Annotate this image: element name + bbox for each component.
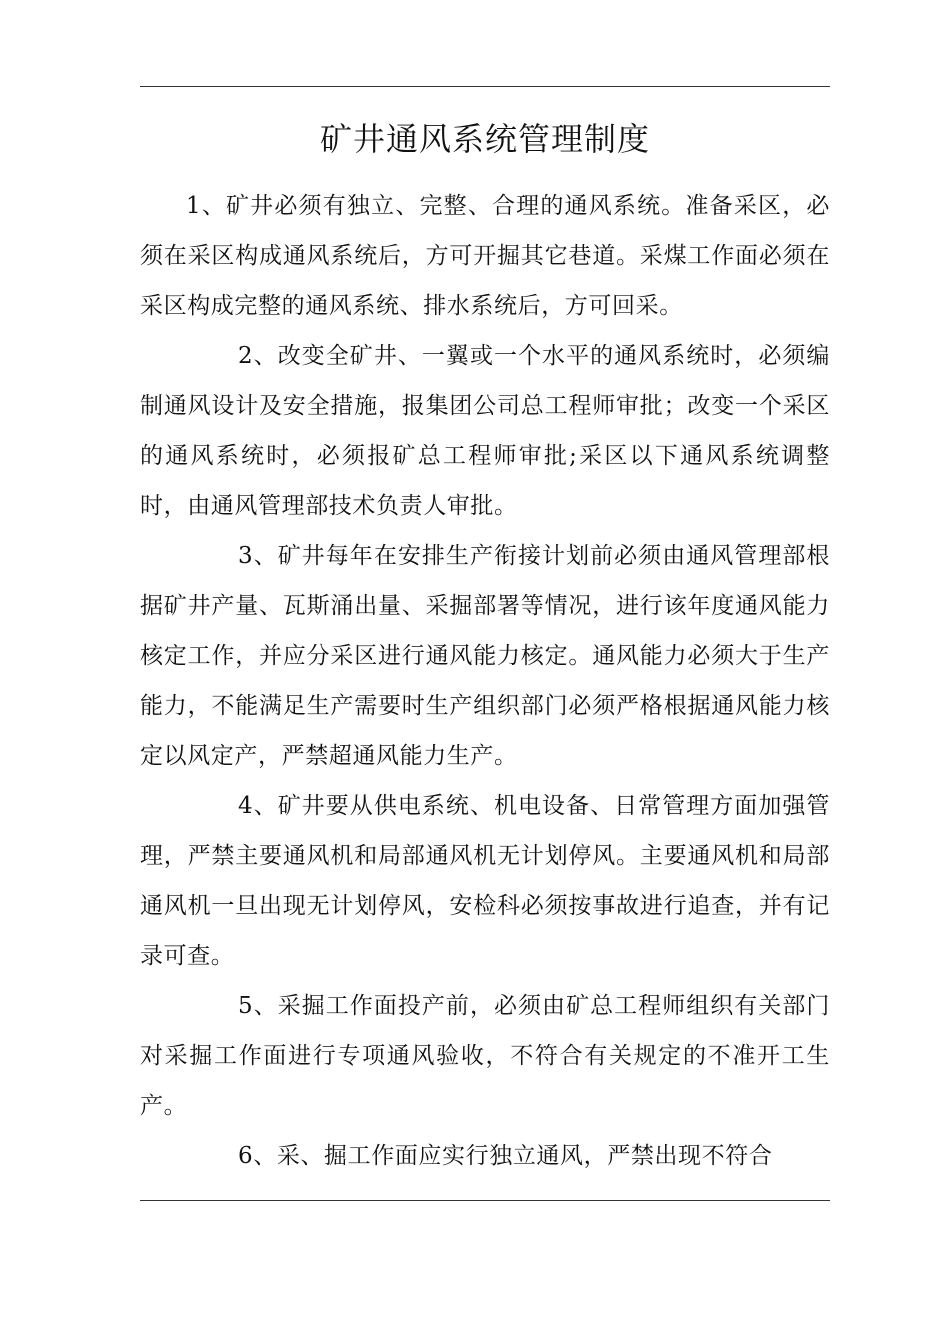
document-body xyxy=(140,181,830,1181)
paragraph-5: 5、采掘工作面投产前，必须由矿总工程师组织有关部门对采掘工作面进行专项通风验收，不符合有关规定的不准开工生产。 xyxy=(140,993,830,1119)
paragraph-1: 1、矿井必须有独立、完整、合理的通风系统。准备采区，必须在采区构成通风系统后，方可开掘其它巷道。采煤工作面必须在采区构成完整的通风系统、排水系统后，方可回采。 xyxy=(140,193,830,319)
paragraph-3: 3、矿井每年在安排生产衔接计划前必须由通风管理部根据矿井产量、瓦斯涌出量、采掘部署等情况，进行该年度通风能力核定工作，并应分采区进行通风能力核定。通风能力必须大于生产能力，不能满足生产需要时生产组织部门必须严格根据通风能力核定以风定产，严禁超通风能力生产。 xyxy=(140,543,830,769)
paragraph-2: 2、改变全矿井、一翼或一个水平的通风系统时，必须编制通风设计及安全措施，报集团公司总工程师审批；改变一个采区的通风系统时，必须报矿总工程师审批;采区以下通风系统调整时，由通风管理部技术负责人审批。 xyxy=(140,343,830,519)
footer-rule xyxy=(140,1200,830,1201)
document-title: 矿井通风系统管理制度 xyxy=(319,120,650,158)
paragraph-6: 6、采、掘工作面应实行独立通风，严禁出现不符合 xyxy=(238,1143,773,1169)
header-rule xyxy=(140,86,830,87)
paragraph-4: 4、矿井要从供电系统、机电设备、日常管理方面加强管理，严禁主要通风机和局部通风机无计划停风。主要通风机和局部通风机一旦出现无计划停风，安检科必须按事故进行追查，并有记录可查。 xyxy=(140,793,830,969)
